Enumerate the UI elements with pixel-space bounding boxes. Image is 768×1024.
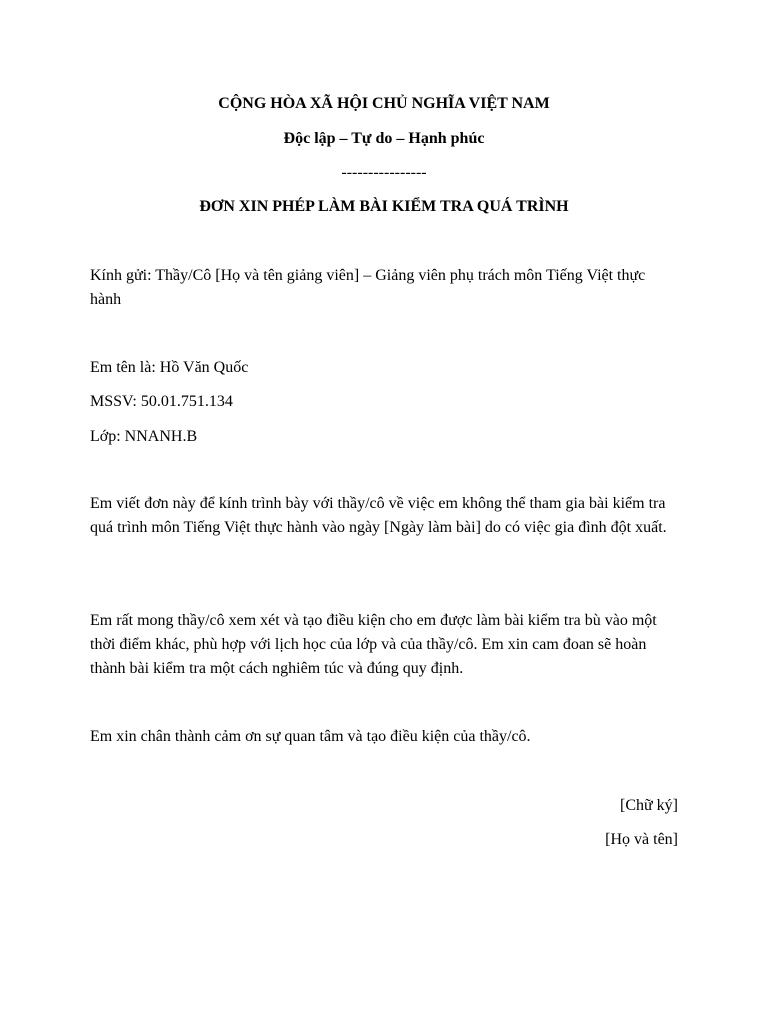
heading-divider: ---------------- [341, 164, 427, 181]
student-id-line: MSSV: 50.01.751.134 [90, 393, 233, 410]
document-title: ĐƠN XIN PHÉP LÀM BÀI KIỂM TRA QUÁ TRÌNH [199, 198, 569, 215]
recipient-line: Kính gửi: Thầy/Cô [Họ và tên giảng viên] – Giảng viên phụ trách môn Tiếng Việt thực hành [90, 267, 646, 308]
student-name-line: Em tên là: Hồ Văn Quốc [90, 359, 249, 376]
signer-name-placeholder: [Họ và tên] [605, 831, 678, 848]
reason-paragraph: Em viết đơn này để kính trình bày với thầy/cô về việc em không thể tham gia bài kiểm tra quá trình môn Tiếng Việt thực hành vào ngày [Ngày làm bài] do có việc gia đình đột xuất. [90, 495, 667, 536]
class-line: Lớp: NNANH.B [90, 428, 198, 445]
request-paragraph: Em rất mong thầy/cô xem xét và tạo điều kiện cho em được làm bài kiểm tra bù vào một thời điểm khác, phù hợp với lịch học của lớp và của thầy/cô. Em xin cam đoan sẽ hoàn thành bài kiểm tra một cách nghiêm túc và đúng quy định. [90, 612, 657, 677]
closing-paragraph: Em xin chân thành cảm ơn sự quan tâm và tạo điều kiện của thầy/cô. [90, 728, 531, 745]
signature-placeholder: [Chữ ký] [620, 797, 678, 814]
nation-heading: CỘNG HÒA XÃ HỘI CHỦ NGHĨA VIỆT NAM [218, 95, 550, 112]
document-page [90, 0, 678, 1024]
motto-heading: Độc lập – Tự do – Hạnh phúc [283, 130, 485, 147]
